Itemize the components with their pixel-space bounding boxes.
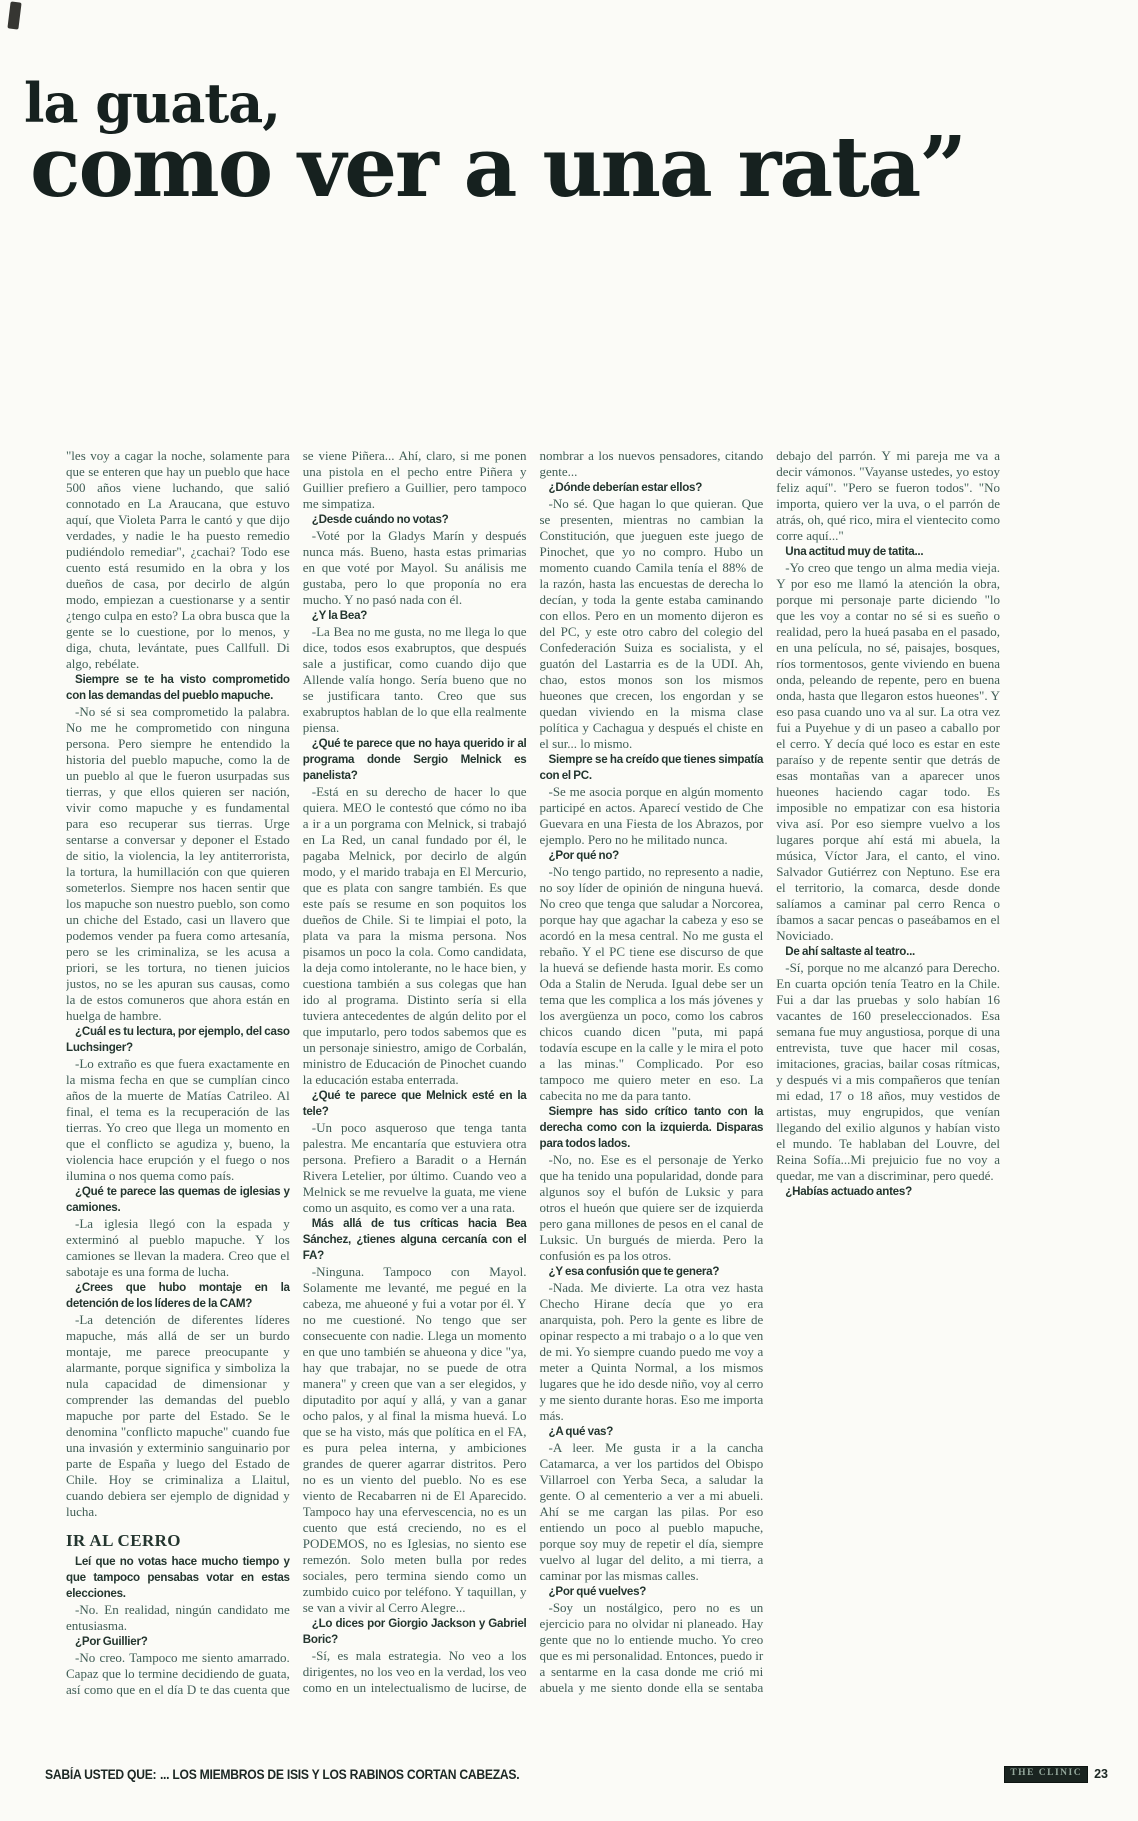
- headline-line1: la guata,: [24, 71, 281, 135]
- article-paragraph: -Un poco asqueroso que tenga tanta palestra. Me encantaría que estuviera otra persona. Prefiero a Baradit o a Hernán Rivera Letelier, por último. Cuando veo a Melnick se me revuelve la guata, me viene como un asquito, es como ver a una rata.: [302, 1120, 527, 1215]
- interview-question: ¿Por qué no?: [548, 849, 620, 862]
- interview-question: ¿Dónde deberían estar ellos?: [548, 481, 703, 494]
- page-number: 23: [1094, 1767, 1108, 1782]
- article-paragraph: -No, no. Ese es el personaje de Yerko que ha tenido una popularidad, donde para algunos soy el bufón de Luksic y para otros el hueón que quiere ser de izquierda pero gana millones de pesos en el canal de Luksic. Un burgués de mierda. Pero la confusión es pa los otros.: [539, 1152, 764, 1263]
- interview-question: ¿Por qué vuelves?: [548, 1585, 647, 1598]
- page-footer: [45, 1766, 1108, 1783]
- article-paragraph: -Ninguna. Tampoco con Mayol. Solamente me levanté, me pegué en la cabeza, me ahueoné y fui a votar por él. Y no me cuestioné. No tengo que ser consecuente con nadie. Llega un momento en que uno también se ahueona y dice "ya, hay que trabajar, no se puede de otra manera" y creen que van a ser elegidos, y diputadito por aquí y allá, y van a ganar ocho palos, y al final la misma huevá. Lo que se ha visto, más que política en el FA, es pura pelea interna, y ambiciones grandes de querer agarrar distritos. Pero no es un viento del pueblo. No es ese viento de Recabarren ni de El Aparecido. Tampoco hay una efervescencia, no es un cuento que está creciendo, no es el PODEMOS, no es Iglesias, no siento ese remezón. Solo meten bulla por redes sociales, pero termina siendo como un zumbido cuico por teléfono. Y taquillan, y se van a vivir al Cerro Alegre...: [302, 1264, 527, 1615]
- article-paragraph: -Está en su derecho de hacer lo que quiera. MEO le contestó que cómo no iba a ir a un porgrama con Melnick, si trabajó en La Red, un canal fundado por él, le pagaba Melnick, por decirlo de algún modo, y el marido trabaja en El Mercurio, que es plata con sangre también. Es que este país se resume en son poquitos los dueños de Chile. Si te limpiai el poto, la plata va para la misma persona. Nos pisamos un poco la cola. Como candidata, la deja como intolerante, no le hace bien, y cuestiona también a sus colegas que han ido al programa. Distinto sería si ella tuviera antecedentes de algún delito por el que imputarlo, pero todos sabemos que es un personaje siniestro, amigo de Corbalán, ministro de Educación de Pinochet cuando la educación estaba enterrada.: [302, 784, 527, 1087]
- interview-question: Siempre se te ha visto comprometido con las demandas del pueblo mapuche.: [66, 673, 290, 702]
- article-paragraph: -Voté por la Gladys Marín y después nunca más. Bueno, hasta estas primarias en que voté por Mayol. Su análisis me gustaba, pero lo que proponía no era mucho. Y no pasó nada con él.: [302, 528, 527, 607]
- print-artifact: [7, 1, 21, 29]
- article-paragraph: -Nada. Me divierte. La otra vez hasta Checho Hirane decía que yo era anarquista, poh. Pero la gente es libre de opinar respecto a mi trabajo o a lo que ven de mi. Yo siempre cuando puedo me voy a meter a Quinta Normal, a los mismos lugares que he ido desde niño, voy al cerro y me siento durante horas. Eso me importa más.: [539, 1280, 764, 1423]
- article-paragraph: -A leer. Me gusta ir a la cancha Catamarca, a ver los partidos del Obispo Villarroel con Yerba Seca, a saludar la gente. O al cementerio a ver a mi abueli. Ahí se me cargan las pilas. Por eso entiendo un poco al pueblo mapuche, porque soy muy de repetir el día, siempre vuelvo al lugar del delito, a mi tierra, a caminar por las mismas calles.: [539, 1440, 764, 1583]
- interview-question: ¿Y la Bea?: [311, 609, 368, 622]
- interview-question: ¿Crees que hubo montaje en la detención de los líderes de la CAM?: [66, 1281, 290, 1310]
- article-paragraph: -No sé si sea comprometido la palabra. No me he comprometido con ninguna persona. Pero siempre he entendido la historia del pueblo mapuche, como la de un pueblo al que le fueron usurpadas sus tierras, y que ellos quieren ser nación, vivir como mapuche y es fundamental para eso recuperar sus tierras. Urge sentarse a conversar y deponer el Estado de sitio, la violencia, la ley antiterrorista, la tortura, la humillación con que quieren someterlos. Siempre nos hacen sentir que los mapuche son nuestro pueblo, son como un chiche del Estado, casi un llavero que podemos vender pa fuera como artesanía, pero se les criminaliza, se les acusa a priori, se les tortura, no tienen juicios justos, no se les apuran sus causas, como la de estos comuneros que ahora están en huelga de hambre.: [66, 704, 290, 1023]
- article-paragraph: -La iglesia llegó con la espada y exterminó al pueblo mapuche. Y los camiones se llevan la madera. Creo que el sabotaje es una forma de lucha.: [66, 1216, 290, 1279]
- article-paragraph: -No tengo partido, no represento a nadie, no soy líder de opinión de ninguna huevá. No creo que tenga que saludar a Norcorea, porque hay que agachar la cabeza y eso se acordó en la mesa central. No me gusta el rebaño. Y el PC tiene ese discurso de que la huevá se defiende hasta morir. Es como Oda a Stalin de Neruda. Igual debe ser un tema que les complica a los más jóvenes y los avergüenza un poco, como los cabros chicos cuando dicen "puta, mi papá todavía escupe en la calle y le mira el poto a las minas." Complicado. Por eso tampoco me quiero meter en eso. La cabecita no me da para tanto.: [539, 864, 764, 1103]
- article-paragraph: -La detención de diferentes líderes mapuche, más allá de ser un burdo montaje, me parece preocupante y alarmante, porque significa y simboliza la nula capacidad de dimensionar y comprender las demandas del pueblo mapuche por parte del Estado. Se le denomina "conflicto mapuche" cuando fue una invasión y exterminio sanguinario por parte de España y luego del Estado de Chile. Hoy se criminaliza a Llaitul, cuando debiera ser ejemplo de dignidad y lucha.: [66, 1312, 290, 1519]
- article-paragraph: "les voy a cagar la noche, solamente para que se enteren que hay un pueblo que hace 500 años viene luchando, que salió connotado en La Araucana, que estuvo aquí, que Violeta Parra le cantó y que dijo verdades, y nadie le ha puesto remedio pudiéndolo remediar", ¿cachai? Todo ese cuento está resumido en la obra y los dueños de casa, por decirlo de algún modo, empiezan a cuestionarse y a sentir ¿tengo culpa en esto? La obra busca que la gente se lo cuestione, por lo menos, y diga, chuta, levántate, pues Callfull. Di algo, rebélate.: [66, 448, 290, 671]
- magazine-logo: THE CLINIC: [1004, 1766, 1088, 1783]
- interview-question: ¿A qué vas?: [548, 1425, 614, 1438]
- interview-question: ¿Qué te parece las quemas de iglesias y camiones.: [66, 1185, 290, 1214]
- brand-and-page: [1004, 1766, 1108, 1783]
- article-paragraph: -Sí, porque no me alcanzó para Derecho. En cuarta opción tenía Teatro en la Chile. Fui a dar las pruebas y solo habían 16 vacantes de 160 preseleccionados. Esa semana fue muy angustiosa, porque di una entrevista, tuve que hacer mil cosas, imitaciones, gracias, bailar cosas rítmicas, y después vi a mis compañeros que tenían mi edad, 17 o 18 años, muy vestidos de artistas, muy engrupidos, que venían llegando del exilio algunos y habían visto el mundo. Te hablaban del Louvre, del Reina Sofía...Mi prejuicio fue no voy a quedar, me van a discriminar, pero quedé.: [776, 960, 1000, 1183]
- did-you-know-strip: [45, 1767, 519, 1782]
- interview-question: ¿Qué te parece que Melnick esté en la tele?: [302, 1089, 527, 1118]
- headline: [24, 71, 966, 216]
- headline-line2: como ver a una rata”: [30, 118, 966, 216]
- interview-question: Más allá de tus críticas hacia Bea Sánchez, ¿tienes alguna cercanía con el FA?: [302, 1217, 527, 1262]
- did-you-know-text: ... LOS MIEMBROS DE ISIS Y LOS RABINOS CORTAN CABEZAS.: [159, 1766, 520, 1782]
- interview-question: De ahí saltaste al teatro...: [785, 945, 916, 958]
- interview-question: Siempre se ha creído que tienes simpatía con el PC.: [539, 753, 764, 782]
- article-paragraph: -Se me asocia porque en algún momento participé en actos. Aparecí vestido de Che Guevara en una Fiesta de los Abrazos, por ejemplo. Pero no he militado nunca.: [539, 784, 764, 847]
- interview-question: ¿Habías actuado antes?: [785, 1185, 912, 1198]
- article-paragraph: -Sí, es mala estrategia. No veo a los dirigentes, no los veo en la verdad, los veo como en un intelectualismo de lucirse, de nombrar a los nuevos pensadores, citando gente...: [302, 448, 764, 1695]
- interview-question: Una actitud muy de tatita...: [785, 545, 924, 558]
- article-paragraph: -La Bea no me gusta, no me llega lo que dice, todos esos exabruptos, que después sale a justificar, como cuando dijo que Allende valía hongo. Sería bueno que no se justificara tanto. Creo que sus exabruptos hablan de lo que ella realmente piensa.: [302, 624, 527, 735]
- article-paragraph: -Soy un nostálgico, pero no es un ejercicio para no olvidar ni planeado. Hay gente que no lo entiende mucho. Yo creo que es mi personalidad. Entonces, puedo ir a sentarme en la casa donde me crió mi abuela y me siento donde ella se sentaba debajo del parrón. Y mi pareja me va a decir vámonos. "Vayanse ustedes, yo estoy feliz aquí". "Pero se fueron todos". "No importa, quiero ver la uva, o el parrón de atrás, oh, qué rico, mira el vientecito como corre aquí...": [539, 448, 1000, 1695]
- article-body: [66, 448, 1000, 1704]
- article-paragraph: -Lo extraño es que fuera exactamente en la misma fecha en que se cumplían cinco años de la muerte de Matías Catrileo. Al final, el tema es la recuperación de las tierras. Yo creo que llega un momento en que el conflicto se agudiza y, bueno, la violencia hace erupción y el fuego o nos ilumina o nos quema como país.: [66, 1056, 290, 1183]
- article-paragraph: -No creo. Tampoco me siento amarrado. Capaz que lo termine decidiendo de guata, así como que en el día D te das cuenta que se viene Piñera... Ahí, claro, si me ponen una pistola en el pecho entre Piñera y Guillier prefiero a Guillier, pero tampoco me simpatiza.: [66, 448, 527, 1697]
- article-paragraph: -Yo creo que tengo un alma media vieja. Y por eso me llamó la atención la obra, porque mi personaje parte diciendo "lo que les voy a contar no sé si es sueño o realidad, pero la hueá pasaba en el pasado, en una película, no sé, paisajes, bosques, ríos tormentosos, gente viviendo en buena onda, peleando de repente, pero en buena onda, hasta que llegaron estos hueones". Y eso pasa cuando uno va al sur. La otra vez fui a Puyehue y di un paseo a caballo por el cerro. Y decía qué loco es estar en este paraíso y de repente sentir que detrás de esas montañas van a aparecer unos hueones haciendo cagar todo. Es imposible no empatizar con esa historia viva así. Por eso siempre vuelvo a los lugares porque ahí está mi abuela, la música, Víctor Jara, el canto, el vino. Salvador Gutiérrez con Neptuno. Ese era el territorio, la comarca, desde donde salíamos a caminar pal cerro Renca o íbamos a sacar pencas o paseábamos en el Noviciado.: [776, 560, 1000, 943]
- interview-question: ¿Y esa confusión que te genera?: [548, 1265, 720, 1278]
- section-heading: IR AL CERRO: [66, 1531, 181, 1550]
- article-paragraph: -No sé. Que hagan lo que quieran. Que se presenten, mientras no cambian la Constitución, que jueguen este juego de Pinochet, que yo no compro. Hubo un momento cuando Camila tenía el 88% de la razón, hasta las encuestas de derecha lo decían, y toda la gente estaba caminando con ellos. Pero en un momento dijeron es del PC, y este otro cabro del colegio del Confederación Suiza es socialista, y el guatón del Lastarria es de la UDI. Ah, chao, estos monos son los mismos hueones que crecen, los engordan y se quedan viviendo en la misma clase política y Cachagua y después el chiste en el sur... lo mismo.: [539, 496, 764, 751]
- interview-question: ¿Qué te parece que no haya querido ir al programa donde Sergio Melnick es panelista?: [302, 737, 527, 782]
- interview-question: ¿Por Guillier?: [75, 1635, 148, 1648]
- article-paragraph: -No. En realidad, ningún candidato me entusiasma.: [66, 1602, 290, 1633]
- interview-question: Leí que no votas hace mucho tiempo y que tampoco pensabas votar en estas elecciones.: [66, 1555, 290, 1600]
- did-you-know-label: SABÍA USTED QUE:: [45, 1766, 157, 1782]
- interview-question: ¿Lo dices por Giorgio Jackson y Gabriel Boric?: [302, 1617, 527, 1646]
- interview-question: ¿Desde cuándo no votas?: [311, 513, 449, 526]
- interview-question: Siempre has sido crítico tanto con la derecha como con la izquierda. Disparas para todos lados.: [539, 1105, 764, 1150]
- interview-question: ¿Cuál es tu lectura, por ejemplo, del caso Luchsinger?: [66, 1025, 290, 1054]
